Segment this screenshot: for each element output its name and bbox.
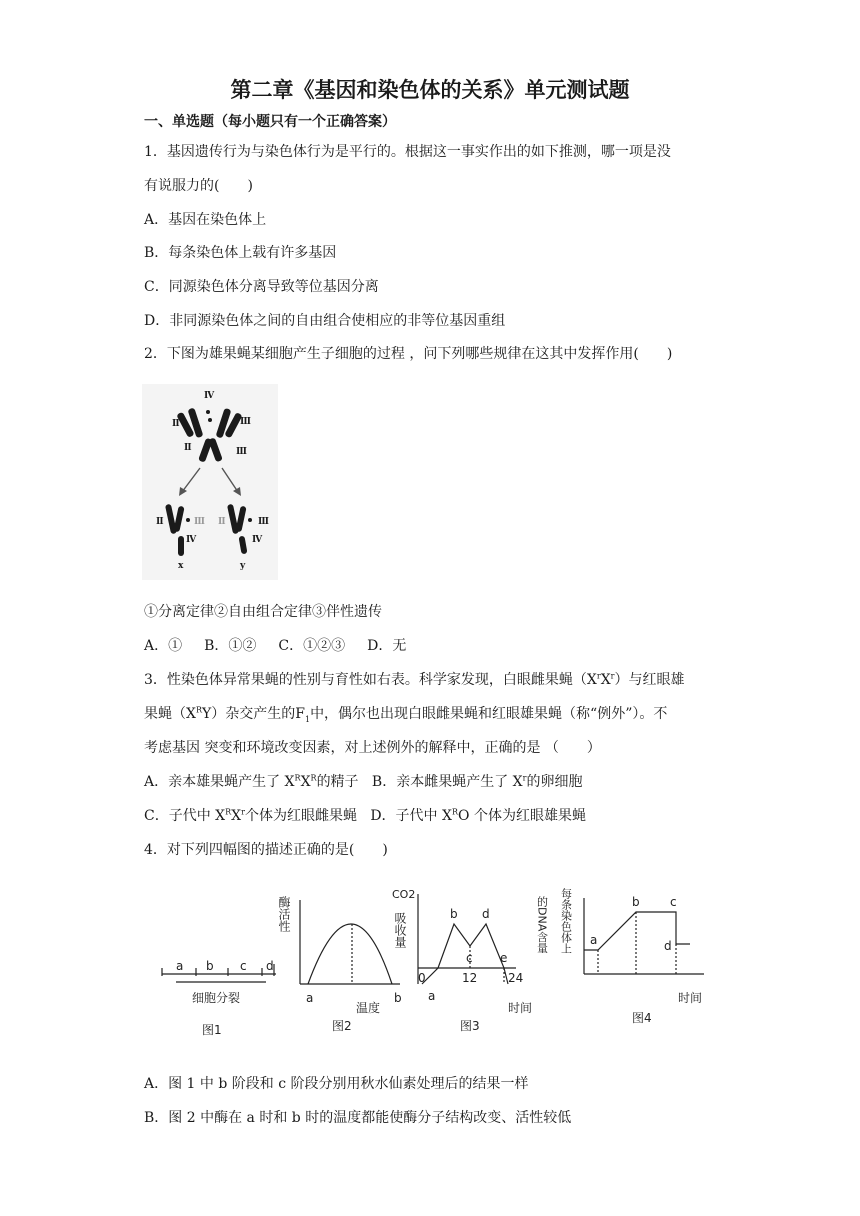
fig2-xlabel: 温度 (356, 1001, 381, 1015)
q2-label-br-ii: Ⅱ (218, 517, 226, 527)
q4-figure-group (156, 884, 716, 1044)
q2-label-br-iv: Ⅳ (252, 535, 263, 545)
q2-laws: ①分离定律②自由组合定律③伴性遗传 (144, 604, 382, 620)
fig3-xlabel: 时间 (508, 1001, 533, 1015)
fig2-point-b: b (394, 991, 402, 1005)
q1-option-c: C．同源染色体分离导致等位基因分离 (144, 279, 379, 295)
fig1-caption: 图1 (202, 1023, 222, 1037)
q3-stem-line2: 果蝇$(X^RY)$杂交产生的$F_1$中，偶尔也出现白眼雌果蝇和红眼雄果蝇（称“例外”）。不 (144, 705, 668, 724)
fig4-point-b: b (632, 895, 640, 909)
fig2-caption: 图2 (332, 1019, 352, 1033)
fig2-ylabel: 酶活性 (277, 896, 291, 932)
q2-label-bl-x: x (178, 561, 184, 571)
fig3-tick-12: 12 (462, 971, 478, 985)
fig4-point-a: a (590, 933, 598, 947)
q2-label-bl-ii: Ⅱ (156, 517, 164, 527)
fig1-axis-label: 细胞分裂 (192, 991, 241, 1005)
q2-label-top-ii-b: Ⅱ (184, 443, 192, 453)
q1-stem-line2: 有说服力的( ) (144, 178, 253, 194)
fig1-letter-b: b (206, 959, 214, 973)
q2-label-top-iii-b: Ⅲ (236, 447, 247, 457)
q2-label-top-iii-a: Ⅲ (240, 417, 251, 427)
q2-label-br-y: y (240, 561, 246, 571)
fig3-tick-24: 24 (508, 971, 524, 985)
q3-option-d: D．子代中 $X^RO$ 个体为红眼雄果蝇 (370, 807, 586, 824)
fig1-letter-c: c (240, 959, 247, 973)
fig4-point-c: c (670, 895, 677, 909)
fig4-caption: 图4 (632, 1011, 652, 1025)
fig2-point-a: a (306, 991, 314, 1005)
fig3-point-a: a (428, 989, 436, 1003)
q1-option-b: B．每条染色体上载有许多基因 (144, 245, 337, 261)
q2-option-d: D．无 (367, 638, 407, 654)
q3-option-b: B．亲本雌果蝇产生了 $X^r$的卵细胞 (371, 773, 583, 790)
fig3-ylabel-top: CO2 (392, 888, 416, 901)
fig3-point-e: e (500, 951, 508, 965)
q1-option-a: A．基因在染色体上 (144, 212, 267, 228)
fig1-letter-d: d (266, 959, 274, 973)
fig3-ylabel: 吸收量 (393, 912, 407, 948)
page-title: 第二章《基因和染色体的关系》单元测试题 (230, 78, 630, 102)
fig3-tick-0: 0 (418, 971, 426, 985)
q3-options-cd (144, 806, 586, 826)
fig3-point-c: c (466, 951, 473, 965)
q2-label-top-iv: Ⅳ (204, 391, 215, 401)
q4-stem: 4．对下列四幅图的描述正确的是( ) (144, 842, 388, 858)
q2-label-bl-iii: Ⅲ (194, 517, 205, 527)
q2-options (144, 636, 406, 656)
q2-chromosome-figure (142, 384, 278, 580)
fig3-caption: 图3 (460, 1019, 480, 1033)
q3-option-c: C．子代中 $X^RX^r$个体为红眼雌果蝇 (144, 807, 357, 824)
q2-label-top-ii-a: Ⅱ (172, 419, 180, 429)
q2-label-br-iii: Ⅲ (258, 517, 269, 527)
q3-option-a: A．亲本雄果蝇产生了 $X^RX^R$的精子 (144, 773, 359, 790)
fig3-point-b: b (450, 907, 458, 921)
fig3-point-d: d (482, 907, 490, 921)
q3-options-ab (144, 772, 582, 792)
q2-label-bl-iv: Ⅳ (186, 535, 197, 545)
fig1-letter-a: a (176, 959, 184, 973)
q2-option-c: C．①②③ (278, 638, 346, 654)
q4-option-a: A．图 1 中 b 阶段和 c 阶段分别用秋水仙素处理后的结果一样 (144, 1076, 529, 1092)
q4-option-b: B．图 2 中酶在 a 时和 b 时的温度都能使酶分子结构改变、活性较低 (144, 1110, 572, 1126)
q2-option-a: A．① (144, 638, 183, 654)
fig4-ylabel: 每条染色体上 (559, 888, 573, 954)
fig4-xlabel: 时间 (678, 991, 703, 1005)
q1-stem-line1: 1．基因遗传行为与染色体行为是平行的。根据这一事实作出的如下推测，哪一项是没 (144, 144, 671, 160)
fig4-ylabel-left: 的DNA含量 (535, 896, 549, 954)
section-heading: 一、单选题（每小题只有一个正确答案） (144, 114, 396, 130)
q3-stem-line3: 考虑基因 突变和环境改变因素，对上述例外的解释中，正确的是 （ ） (144, 740, 601, 756)
q3-stem-line1: 3．性染色体异常果蝇的性别与育性如右表。科学家发现，白眼雌果蝇$(X^rX^r)$与红眼雄 (144, 671, 685, 688)
q2-stem: 2．下图为雄果蝇某细胞产生子细胞的过程 ，问下列哪些规律在这其中发挥作用( ) (144, 346, 673, 362)
fig4-point-d: d (664, 939, 672, 953)
q2-option-b: B．①② (204, 638, 257, 654)
q1-option-d: D．非同源染色体之间的自由组合使相应的非等位基因重组 (144, 313, 506, 329)
